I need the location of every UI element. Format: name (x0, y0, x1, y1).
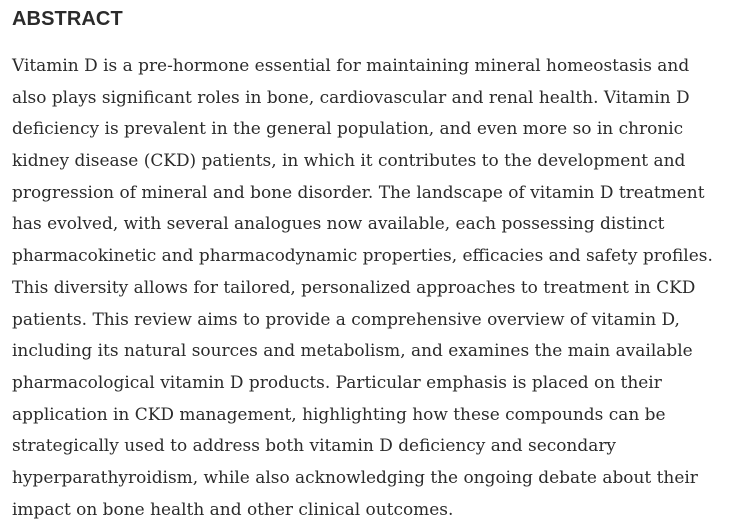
abstract-line: pharmacological vitamin D products. Particular emphasis is placed on their (12, 372, 662, 393)
abstract-line: progression of mineral and bone disorder. The landscape of vitamin D treatment (12, 182, 705, 203)
abstract-line: hyperparathyroidism, while also acknowledging the ongoing debate about their (12, 467, 698, 488)
abstract-line: strategically used to address both vitamin D deficiency and secondary (12, 436, 617, 457)
abstract-body (12, 51, 748, 526)
abstract-section (12, 6, 748, 526)
abstract-line: pharmacokinetic and pharmacodynamic properties, efficacies and safety profiles. (12, 246, 713, 267)
abstract-line: Vitamin D is a pre-hormone essential for maintaining mineral homeostasis and (12, 56, 690, 76)
abstract-line: deficiency is prevalent in the general population, and even more so in chronic (12, 119, 684, 140)
abstract-line: This diversity allows for tailored, personalized approaches to treatment in CKD (12, 277, 696, 298)
abstract-line: impact on bone health and other clinical outcomes. (12, 499, 454, 520)
abstract-line: application in CKD management, highlighting how these compounds can be (12, 404, 666, 425)
abstract-heading: ABSTRACT (12, 8, 123, 30)
abstract-line: has evolved, with several analogues now available, each possessing distinct (12, 214, 665, 235)
abstract-line: patients. This review aims to provide a comprehensive overview of vitamin D, (12, 309, 680, 330)
abstract-line: including its natural sources and metabolism, and examines the main available (12, 341, 693, 362)
abstract-line: also plays significant roles in bone, cardiovascular and renal health. Vitamin D (12, 87, 690, 108)
abstract-line: kidney disease (CKD) patients, in which it contributes to the development and (12, 151, 686, 172)
